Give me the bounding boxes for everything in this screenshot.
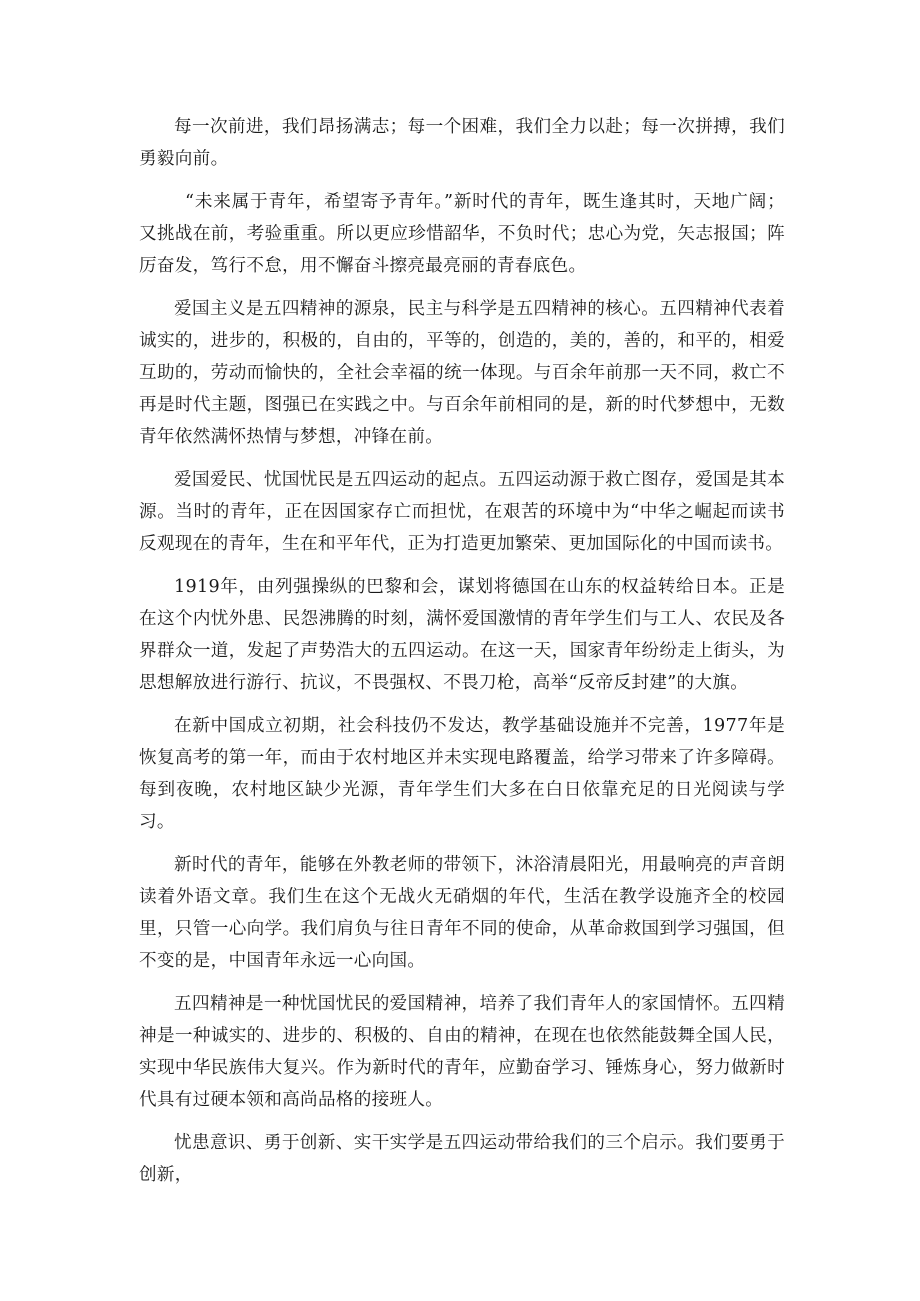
paragraph: 忧患意识、勇于创新、实干实学是五四运动带给我们的三个启示。我们要勇于创新， <box>139 1133 785 1185</box>
paragraph: 爱国主义是五四精神的源泉，民主与科学是五四精神的核心。五四精神代表着诚实的，进步的，积极的，自由的，平等的，创造的，美的，善的，和平的，相爱互助的，劳动而愉快的，全社会幸福的统一体现。与百余年前那一天不同，救亡不再是时代主题，图强已在实践之中。与百余年前相同的是，新的时代梦想中，无数青年依然满怀热情与梦想，冲锋在前。 <box>139 299 785 447</box>
document-body <box>139 111 785 1202</box>
paragraph: 1919年，由列强操纵的巴黎和会，谋划将德国在山东的权益转给日本。正是在这个内忧外患、民怨沸腾的时刻，满怀爱国激情的青年学生们与工人、农民及各界群众一道，发起了声势浩大的五四运动。在这一天，国家青年纷纷走上街头，为思想解放进行游行、抗议，不畏强权、不畏刀枪，高举“反帝反封建”的大旗。 <box>139 577 785 693</box>
paragraph-quote: “未来属于青年，希望寄予青年。”新时代的青年，既生逢其时，天地广阔；又挑战在前，考验重重。所以更应珍惜韶华，不负时代；忠心为党，矢志报国；阵厉奋发，笃行不怠，用不懈奋斗擦亮最亮丽的青春底色。 <box>139 192 785 276</box>
paragraph: 每一次前进，我们昂扬满志；每一个困难，我们全力以赴；每一次拼搏，我们勇毅向前。 <box>139 117 785 169</box>
paragraph: 新时代的青年，能够在外教老师的带领下，沐浴清晨阳光，用最响亮的声音朗读着外语文章。我们生在这个无战火无硝烟的年代，生活在教学设施齐全的校园里，只管一心向学。我们肩负与往日青年不同的使命，从革命救国到学习强国，但不变的是，中国青年永远一心向国。 <box>139 855 785 971</box>
paragraph: 五四精神是一种忧国忧民的爱国精神，培养了我们青年人的家国情怀。五四精神是一种诚实的、进步的、积极的、自由的精神，在现在也依然能鼓舞全国人民，实现中华民族伟大复兴。作为新时代的青年，应勤奋学习、锤炼身心，努力做新时代具有过硬本领和高尚品格的接班人。 <box>139 994 785 1110</box>
paragraph: 在新中国成立初期，社会科技仍不发达，教学基础设施并不完善，1977年是恢复高考的第一年，而由于农村地区并未实现电路覆盖，给学习带来了许多障碍。每到夜晚，农村地区缺少光源，青年学生们大多在白日依靠充足的日光阅读与学习。 <box>139 716 785 832</box>
paragraph: 爱国爱民、忧国忧民是五四运动的起点。五四运动源于救亡图存，爱国是其本源。当时的青年，正在因国家存亡而担忧，在艰苦的环境中为“中华之崛起而读书反观现在的青年，生在和平年代，正为打造更加繁荣、更加国际化的中国而读书。 <box>139 470 785 554</box>
